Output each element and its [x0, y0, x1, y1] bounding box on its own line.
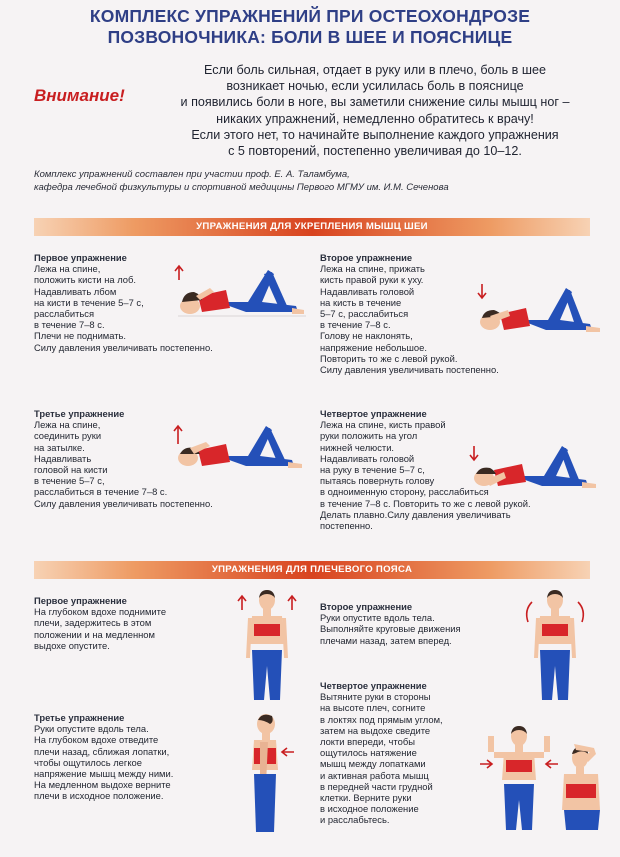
warning-line: и появились боли в ноге, вы заметили снижение силы мышц ног –	[180, 95, 570, 110]
warning-line: возникает ночью, если усилилась боль в пояснице	[226, 79, 524, 94]
exercise-line: напряжение небольшое.	[320, 341, 427, 353]
exercise-line: клетки. Верните руки	[320, 792, 412, 804]
arrow-left-icon	[546, 760, 558, 768]
exercise-line: нижней челюсти.	[320, 441, 395, 453]
exercise-line: На глубоком вдохе поднимите	[34, 606, 167, 618]
exercise-line: напряжение мышц между ними.	[34, 768, 174, 780]
exercise-line: и расслабьтесь.	[320, 814, 390, 826]
exercise-line: Плечи не поднимать.	[34, 330, 127, 342]
neck-section-banner: УПРАЖНЕНИЯ ДЛЯ УКРЕПЛЕНИЯ МЫШЦ ШЕИ	[34, 218, 590, 236]
warning-line: Если боль сильная, отдает в руку или в плечо, боль в шее	[204, 63, 546, 77]
warning-text	[150, 62, 600, 159]
exercise-line: Выполняйте круговые движения	[320, 623, 461, 635]
arrow-up-icon	[174, 426, 182, 444]
title-line-2: ПОЗВОНОЧНИКА: БОЛИ В ШЕЕ И ПОЯСНИЦЕ	[107, 27, 513, 47]
exercise-line: головой на кисти	[34, 464, 108, 476]
exercise-line: выдохе опустите.	[34, 639, 110, 651]
exercise-line: плечи в исходное положение.	[34, 790, 164, 802]
exercise-line: кисть правой руки к уху.	[320, 274, 424, 286]
standing-woman-illustration-2	[522, 588, 588, 700]
exercise-line: на высоте плеч, согните	[320, 702, 426, 714]
exercise-title: Четвертое упражнение	[320, 680, 427, 691]
lying-woman-illustration-1	[168, 262, 308, 324]
exercise-title: Первое упражнение	[34, 595, 127, 606]
exercise-line: Руки опустите вдоль тела.	[34, 723, 149, 735]
exercise-line: Надавливать головой	[320, 452, 415, 464]
exercise-line: руки положить на угол	[320, 430, 418, 442]
exercise-line: в передней части грудной	[320, 780, 433, 792]
exercise-line: положить кисти на лоб.	[34, 274, 136, 286]
attention-label: Внимание!	[34, 86, 125, 105]
exercise-title: Второе упражнение	[320, 252, 413, 263]
exercise-line: Вытяните руки в стороны	[320, 691, 431, 703]
shoulder-exercise-2	[320, 601, 461, 646]
lying-woman-illustration-4	[460, 440, 600, 502]
exercise-line: и активная работа мышц	[320, 769, 429, 781]
exercise-line: 5–7 с, расслабиться	[320, 308, 409, 320]
exercise-line: Руки опустите вдоль тела.	[320, 612, 435, 624]
title-line-1: КОМПЛЕКС УПРАЖНЕНИЙ ПРИ ОСТЕОХОНДРОЗЕ	[89, 6, 531, 26]
exercise-line: Надавливать	[34, 452, 92, 464]
exercise-line: Делать плавно.Силу давления увеличивать	[320, 508, 511, 520]
lying-woman-illustration-3	[166, 420, 306, 482]
exercise-line: плечи назад, сближая лопатки,	[34, 745, 170, 757]
exercise-line: чтобы ощутилось легкое	[34, 756, 142, 768]
exercise-line: в течение 7–8 с.	[320, 319, 391, 331]
woman-bust-illustration	[560, 740, 604, 830]
exercise-line: на руку в течение 5–7 с,	[320, 464, 425, 476]
exercise-line: Лежа на спине,	[34, 263, 101, 275]
exercise-line: соединить руки	[34, 430, 102, 442]
exercise-line: расслабиться	[34, 308, 95, 320]
exercise-title: Третье упражнение	[34, 712, 125, 723]
warning-line: Если этого нет, то начинайте выполнение каждого упражнения	[191, 127, 559, 142]
exercise-line: положении и на медленном	[34, 628, 155, 640]
side-view-woman-illustration	[232, 712, 302, 832]
rotate-arrow-icon	[527, 602, 532, 622]
exercise-line: в исходное положение	[320, 803, 419, 815]
exercise-line: плечами назад, затем вперед.	[320, 634, 452, 646]
exercise-line: Лежа на спине,	[34, 419, 101, 431]
exercise-title: Первое упражнение	[34, 252, 127, 263]
arrow-right-icon	[480, 760, 492, 768]
exercise-title: Третье упражнение	[34, 408, 125, 419]
shoulder-exercise-1	[34, 595, 166, 651]
arrow-down-icon	[470, 446, 478, 460]
credits	[34, 168, 449, 194]
shoulder-section-banner: УПРАЖНЕНИЯ ДЛЯ ПЛЕЧЕВОГО ПОЯСА	[34, 561, 590, 579]
exercise-line: Лежа на спине, прижать	[320, 263, 425, 275]
exercise-line: в течение 7–8 с. Повторить то же с левой рукой.	[320, 497, 531, 509]
exercise-title: Четвертое упражнение	[320, 408, 427, 419]
exercise-line: Силу давления увеличивать постепенно.	[34, 497, 213, 509]
exercise-line: расслабиться в течение 7–8 с.	[34, 486, 168, 498]
exercise-line: на затылке.	[34, 441, 85, 453]
exercise-line: ощутилось натяжение	[320, 747, 417, 759]
exercise-line: в течение 5–7 с,	[34, 475, 105, 487]
arms-bent-woman-illustration	[476, 722, 562, 830]
arrow-up-icon	[288, 596, 296, 610]
exercise-line: На медленном выдохе верните	[34, 779, 171, 791]
exercise-line: пытаясь повернуть голову	[320, 475, 435, 487]
exercise-line: в локтях под прямым углом,	[320, 713, 443, 725]
shoulder-exercise-3	[34, 712, 173, 802]
exercise-line: постепенно.	[320, 520, 373, 532]
exercise-line: в течение 7–8 с.	[34, 319, 105, 331]
exercise-line: Силу давления увеличивать постепенно.	[34, 341, 213, 353]
arrow-down-icon	[478, 284, 486, 298]
credits-line-1: Комплекс упражнений составлен при участии проф. Е. А. Таламбума,	[34, 169, 350, 180]
exercise-line: плечи, задержитесь в этом	[34, 617, 152, 629]
exercise-line: мышц между лопатками	[320, 758, 426, 770]
exercise-line: Повторить то же с левой рукой.	[320, 352, 458, 364]
exercise-line: на кисти в течение 5–7 с,	[34, 296, 144, 308]
exercise-line: На глубоком вдохе отведите	[34, 734, 159, 746]
exercise-line: локти впереди, чтобы	[320, 736, 415, 748]
exercise-line: в одноименную сторону, расслабиться	[320, 486, 489, 498]
standing-woman-illustration-1	[236, 588, 298, 700]
rotate-arrow-icon	[578, 602, 583, 622]
credits-line-2: кафедра лечебной физкультуры и спортивной медицины Первого МГМУ им. И.М. Сеченова	[34, 182, 449, 193]
exercise-title: Второе упражнение	[320, 601, 413, 612]
exercise-line: Надавливать головой	[320, 285, 415, 297]
lying-woman-illustration-2	[468, 280, 603, 342]
exercise-line: на кисть в течение	[320, 296, 402, 308]
warning-line: с 5 повторений, постепенно увеличивая до 10–12.	[228, 144, 522, 159]
page-title	[0, 6, 620, 48]
exercise-line: Голову не наклонять,	[320, 330, 413, 342]
exercise-line: затем на выдохе сведите	[320, 724, 431, 736]
exercise-line: Силу давления увеличивать постепенно.	[320, 364, 499, 376]
arrow-up-icon	[238, 596, 246, 610]
shoulder-exercise-4	[320, 680, 443, 826]
arrow-up-icon	[175, 266, 183, 280]
exercise-line: Лежа на спине, кисть правой	[320, 419, 446, 431]
exercise-line: Надавливать лбом	[34, 285, 117, 297]
warning-line: никаких упражнений, немедленно обратитесь к врачу!	[216, 111, 534, 126]
arrow-left-icon	[282, 748, 294, 756]
